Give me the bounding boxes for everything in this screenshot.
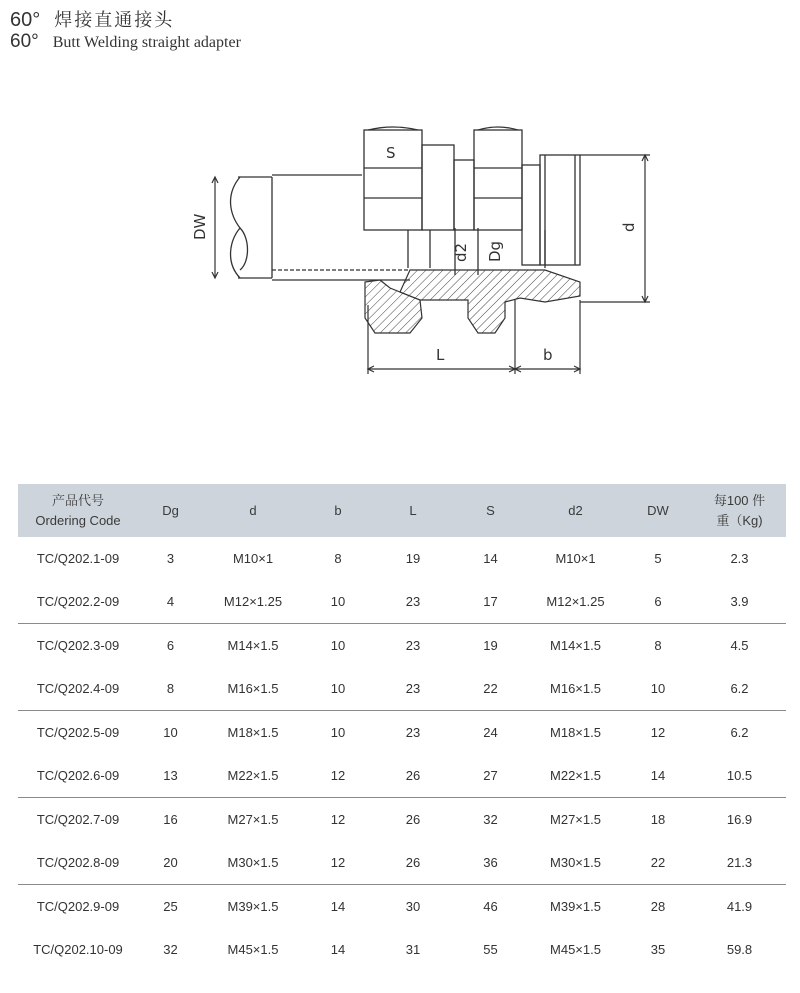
cell-s: 36: [453, 841, 528, 885]
cell-dw: 5: [654, 551, 662, 566]
table-row: [18, 711, 786, 755]
cell-dg: 32: [163, 942, 178, 957]
cell-l: 23: [373, 580, 453, 624]
title-english-text: Butt Welding straight adapter: [52, 34, 241, 51]
cell-dw: 10: [623, 667, 693, 711]
cell-s: 14: [483, 551, 498, 566]
cell-weight: 6.2: [730, 725, 749, 740]
title-angle: 60°: [10, 9, 41, 31]
header-code-en: Ordering Code: [35, 512, 121, 528]
cell-l: 19: [405, 551, 421, 566]
weld-tube: [231, 175, 410, 280]
header-b: b: [334, 502, 342, 518]
cell-d2: M45×1.5: [550, 942, 601, 957]
title-chinese: [10, 6, 174, 32]
table-row: [18, 537, 786, 580]
cell-d: M39×1.5: [227, 899, 279, 914]
cell-d: M27×1.5: [227, 812, 279, 827]
cell-weight: 21.3: [693, 841, 786, 885]
header-ordering-code: [18, 484, 138, 537]
table-body: [18, 537, 786, 971]
adapter-technical-drawing: [180, 120, 670, 385]
cell-dg: 20: [138, 841, 203, 885]
cell-dg: 13: [138, 754, 203, 798]
header-weight-line2: 重（Kg): [716, 512, 763, 528]
label-dw: DW: [191, 213, 209, 240]
cell-s: 55: [483, 942, 498, 957]
cell-b: 10: [330, 638, 346, 653]
label-d: d: [620, 222, 638, 232]
cell-s: 19: [483, 638, 498, 653]
cell-d2: M22×1.5: [528, 754, 623, 798]
label-d2: d2: [452, 242, 470, 262]
cell-dg: 8: [138, 667, 203, 711]
cell-d: M22×1.5: [203, 754, 303, 798]
cell-l: 23: [405, 725, 421, 740]
cell-weight: 10.5: [693, 754, 786, 798]
cell-s: 46: [483, 899, 498, 914]
title-english: [10, 31, 241, 53]
cell-d2: M30×1.5: [528, 841, 623, 885]
cell-d: M12×1.25: [203, 580, 303, 624]
cell-d2: M16×1.5: [528, 667, 623, 711]
cell-code: TC/Q202.6-09: [18, 754, 138, 798]
cell-weight: 2.3: [730, 551, 749, 566]
cell-d: M18×1.5: [227, 725, 279, 740]
cell-l: 30: [405, 899, 421, 914]
cell-dw: 18: [650, 812, 666, 827]
table-row: [18, 624, 786, 668]
spec-table: [18, 484, 786, 971]
cell-weight: 6.2: [693, 667, 786, 711]
cell-d: M14×1.5: [227, 638, 279, 653]
cell-dw: 14: [623, 754, 693, 798]
header-weight-line1: 每100 件: [713, 492, 766, 508]
cell-l: 23: [405, 638, 421, 653]
cell-b: 8: [334, 551, 342, 566]
cell-code: TC/Q202.8-09: [18, 841, 138, 885]
cell-dg: 6: [166, 638, 175, 653]
cell-dg: 10: [163, 725, 178, 740]
nut-left: [364, 127, 422, 230]
cell-dw: 6: [623, 580, 693, 624]
cell-code: TC/Q202.1-09: [36, 551, 120, 566]
cell-b: 12: [303, 841, 373, 885]
cell-b: 10: [303, 667, 373, 711]
cell-dw: 12: [650, 725, 666, 740]
table-row: [18, 885, 786, 929]
header-l: L: [409, 502, 417, 518]
cell-weight: 4.5: [730, 638, 749, 653]
cell-d2: M39×1.5: [550, 899, 601, 914]
cell-s: 17: [453, 580, 528, 624]
cell-weight: 3.9: [693, 580, 786, 624]
cell-l: 26: [373, 754, 453, 798]
table-header-row: [18, 484, 786, 537]
cell-l: 26: [373, 841, 453, 885]
cell-s: 24: [483, 725, 498, 740]
label-b: b: [543, 346, 553, 364]
cell-code: TC/Q202.2-09: [18, 580, 138, 624]
cell-l: 26: [405, 812, 421, 827]
cell-b: 10: [330, 725, 346, 740]
cell-s: 27: [453, 754, 528, 798]
cell-dw: 28: [650, 899, 666, 914]
cell-dg: 4: [138, 580, 203, 624]
header-code-cn: 产品代号: [51, 492, 104, 508]
cell-code: TC/Q202.5-09: [36, 725, 120, 740]
cell-code: TC/Q202.3-09: [36, 638, 120, 653]
cell-code: TC/Q202.9-09: [36, 899, 120, 914]
cell-d2: M18×1.5: [550, 725, 601, 740]
cell-weight: 16.9: [726, 812, 753, 827]
cell-d: M30×1.5: [203, 841, 303, 885]
label-dg: Dg: [486, 240, 504, 262]
cell-weight: 59.8: [726, 942, 753, 957]
header-weight: [693, 484, 786, 537]
table-row: [18, 754, 786, 798]
cell-d: M16×1.5: [203, 667, 303, 711]
table-row: [18, 841, 786, 885]
table-row: [18, 928, 786, 971]
cell-code: TC/Q202.4-09: [18, 667, 138, 711]
cell-d2: M12×1.25: [528, 580, 623, 624]
cell-s: 32: [483, 812, 498, 827]
title-angle-en: 60°: [10, 31, 39, 52]
cell-l: 23: [373, 667, 453, 711]
cell-dg: 3: [166, 551, 175, 566]
threaded-end: [522, 155, 580, 265]
cell-d: M45×1.5: [227, 942, 279, 957]
cell-d2: M27×1.5: [550, 812, 601, 827]
header-s: S: [486, 502, 495, 518]
header-d: d: [249, 502, 257, 518]
cell-dw: 22: [623, 841, 693, 885]
title-chinese-text: 焊接直通接头: [54, 10, 175, 31]
cell-dw: 8: [654, 638, 662, 653]
cell-l: 31: [405, 942, 421, 957]
cell-dg: 25: [163, 899, 178, 914]
header-d2: d2: [568, 502, 583, 518]
cell-b: 12: [303, 754, 373, 798]
cell-dw: 35: [650, 942, 666, 957]
cell-weight: 41.9: [726, 899, 753, 914]
cell-d2: M10×1: [555, 551, 596, 566]
cell-code: TC/Q202.7-09: [36, 812, 120, 827]
table-row: [18, 580, 786, 624]
nut-right: [474, 127, 522, 230]
header-dg: Dg: [162, 502, 179, 518]
cell-s: 22: [453, 667, 528, 711]
cell-b: 14: [330, 942, 346, 957]
label-s: S: [386, 144, 396, 162]
cell-b: 10: [303, 580, 373, 624]
cell-d: M10×1: [232, 551, 274, 566]
cell-b: 14: [330, 899, 346, 914]
header-dw: DW: [647, 502, 669, 518]
cell-code: TC/Q202.10-09: [33, 942, 123, 957]
cell-dg: 16: [163, 812, 178, 827]
label-l: L: [436, 346, 445, 364]
table-row: [18, 667, 786, 711]
table-row: [18, 798, 786, 842]
cell-d2: M14×1.5: [550, 638, 601, 653]
cell-b: 12: [330, 812, 346, 827]
